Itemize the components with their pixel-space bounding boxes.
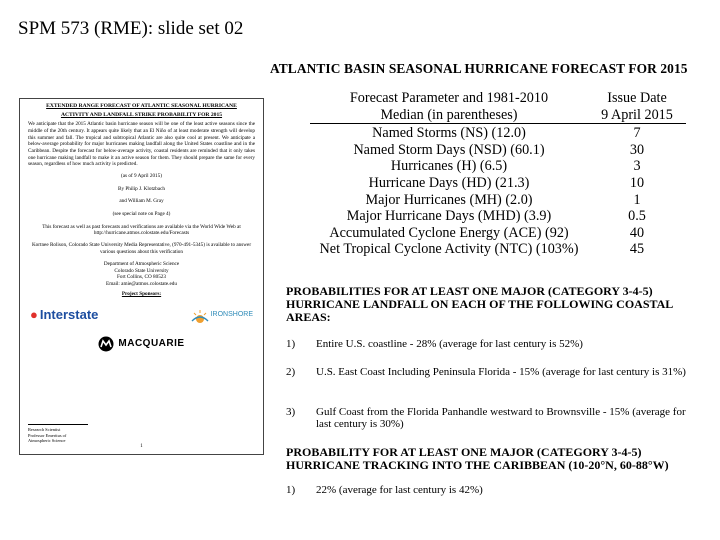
item-text: U.S. East Coast Including Peninsula Florida - 15% (average for last century is 31%) [316,366,686,378]
ironshore-logo-text: IRONSHORE [210,311,253,319]
forecast-title: ATLANTIC BASIN SEASONAL HURRICANE FORECAST FOR 2015 [270,61,688,76]
forecast-document-page [19,98,264,455]
item-number: 1) [286,484,296,496]
row-value: 1 [633,191,641,208]
header-issue-date: 9 April 2015 [601,106,673,123]
landfall-heading: PROBABILITIES FOR AT LEAST ONE MAJOR (CATEGORY 3-4-5) HURRICANE LANDFALL ON EACH OF THE FOLLOWING COASTAL AREAS: [286,284,673,324]
table-row [310,125,686,142]
document-department [28,261,255,288]
row-parameter: Named Storms (NS) (12.0) [372,125,526,142]
table-row [310,158,686,175]
row-value: 30 [629,141,645,158]
caribbean-heading: PROBABILITY FOR AT LEAST ONE MAJOR (CATEGORY 3-4-5) HURRICANE TRACKING INTO THE CARIBBEAN (10-20°N, 60-88°W) [286,445,669,472]
document-web-note: This forecast as well as past forecasts and verifications are available via the World Wide Web at http://hurricane.atmos.colostate.edu/Forecasts [42,223,241,237]
document-abstract: We anticipate that the 2015 Atlantic basin hurricane season will be one of the least active seasons since the middle of the 20th century. It appears quite likely that an El Niño of at least moderate strength will develop this summer and fall. The tropical and subtropical Atlantic are also quite cool at present. We anticipate a below-average probability for major hurricanes making landfall along the United States coastline and in the Caribbean. Despite the forecast for below-average activity, coastal residents are reminded that it only takes one hurricane making landfall to make it an active season for them. They should prepare the same for every season, regardless of how much activity is predicted. [28,121,255,168]
macquarie-mark-icon [98,336,114,352]
header-issue-date-label: Issue Date [607,90,667,106]
row-parameter: Hurricane Days (HD) (21.3) [368,174,530,191]
interstate-logo-text: Interstate [39,307,99,323]
forecast-table-header-2 [310,107,686,125]
row-value: 7 [633,125,641,142]
list-item [286,366,698,378]
document-special-note: (see special note on Page 4) [112,210,171,217]
footnote: Research Scientist [28,426,61,432]
item-number: 2) [286,366,296,378]
row-parameter: Net Tropical Cyclone Activity (NTC) (103%) [319,241,579,258]
item-text: Gulf Coast from the Florida Panhandle westward to Brownsville - 15% (average for last century is 30%) [316,406,686,430]
interstate-logo [30,307,98,324]
dept-line: Fort Collins, CO 80523 [116,274,166,281]
sponsors-label: Project Sponsors: [121,290,162,297]
document-date: (as of 9 April 2015) [121,172,162,179]
row-value: 40 [629,224,645,241]
ironshore-sun-icon [191,309,209,323]
item-number: 3) [286,406,296,418]
macquarie-logo-text: MACQUARIE [118,337,185,349]
header-parameter: Forecast Parameter and 1981-2010 [349,90,549,106]
dept-line: Colorado State University [114,267,169,274]
row-value: 45 [629,241,645,258]
item-text: Entire U.S. coastline - 28% (average for last century is 52%) [316,338,583,350]
document-author1: By Philip J. Klotzbach [118,185,165,192]
slide-title: SPM 573 (RME): slide set 02 [18,18,244,39]
page-number: 1 [140,443,143,449]
dept-line: Email: amie@atmos.colostate.edu [106,281,177,288]
document-heading-line1: EXTENDED RANGE FORECAST OF ATLANTIC SEASONAL HURRICANE [46,103,237,109]
sponsor-logos [28,307,255,324]
document-author2: and William M. Gray [119,198,164,205]
row-parameter: Major Hurricane Days (MHD) (3.9) [346,208,552,225]
macquarie-logo [28,336,255,352]
footnote: Professor Emeritus of Atmospheric Science [28,432,67,444]
row-value: 0.5 [628,208,646,225]
row-parameter: Major Hurricanes (MH) (2.0) [365,191,533,208]
list-item [286,338,698,350]
table-row [310,142,686,159]
table-row [310,208,686,225]
item-number: 1) [286,338,296,350]
list-item [286,484,698,496]
forecast-table [310,90,686,258]
document-heading-line2: ACTIVITY AND LANDFALL STRIKE PROBABILITY FOR 2015 [60,112,223,119]
row-parameter: Accumulated Cyclone Energy (ACE) (92) [329,224,569,241]
document-media-contact: Kortnee Rolison, Colorado State University Media Representative, (970-491-5345) is available to answer various questions about this verification [31,241,252,255]
item-text: 22% (average for last century is 42%) [316,484,483,496]
row-value: 10 [629,174,645,191]
header-median: Median (in parentheses) [380,106,518,123]
table-row [310,175,686,192]
table-row [310,241,686,258]
row-parameter: Hurricanes (H) (6.5) [390,158,508,175]
row-parameter: Named Storm Days (NSD) (60.1) [353,141,545,158]
row-value: 3 [633,158,641,175]
interstate-mark-icon: ● [30,307,38,323]
forecast-table-header [310,90,686,107]
list-item [286,406,698,430]
ironshore-logo [191,309,253,323]
table-row [310,225,686,242]
document-footnotes [28,424,88,444]
table-row [310,192,686,209]
dept-line: Department of Atmospheric Science [103,261,180,268]
